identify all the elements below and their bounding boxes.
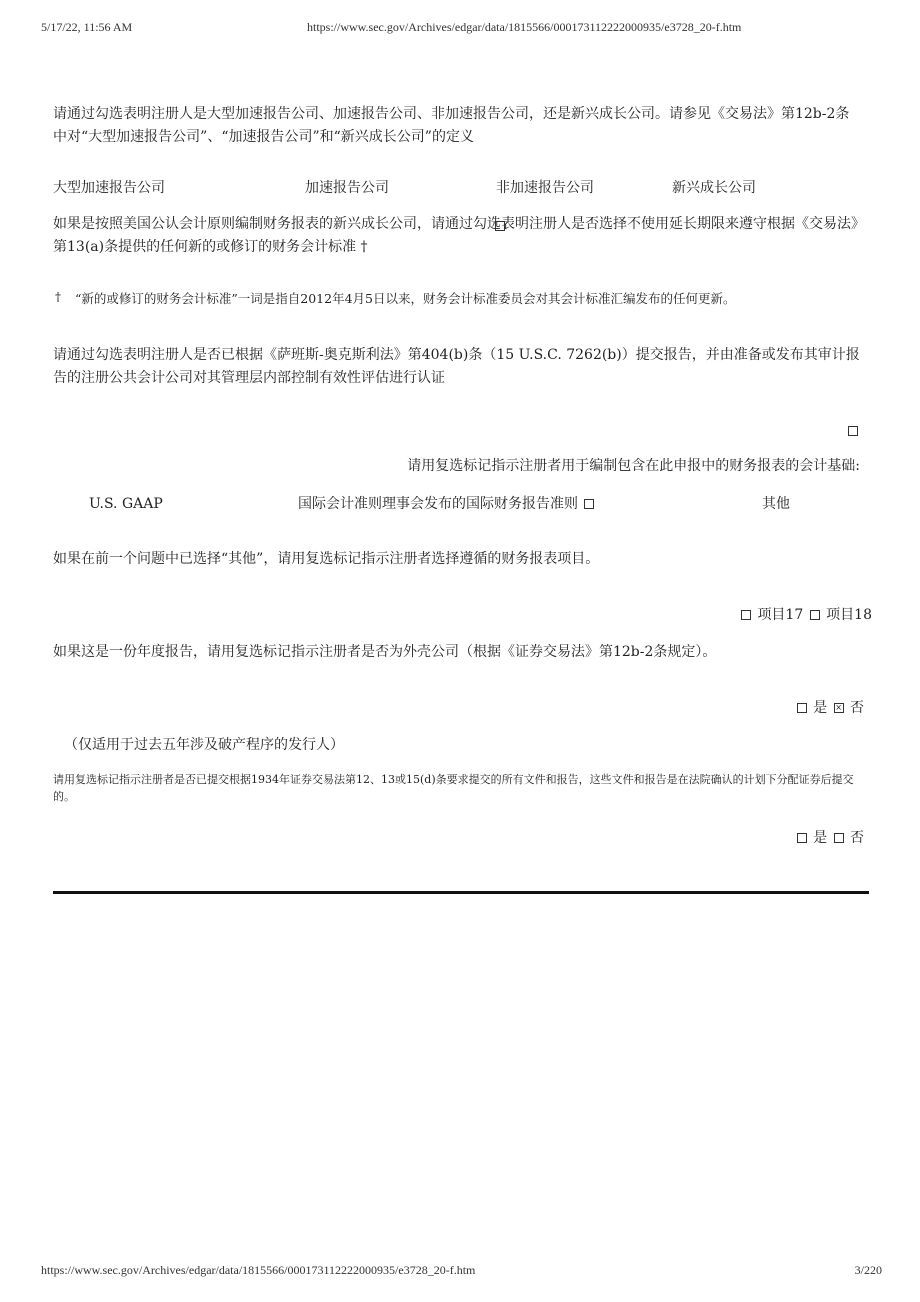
accounting-basis-question: 请用复选标记指示注册者用于编制包含在此申报中的财务报表的会计基础: [407, 458, 860, 474]
bankruptcy-answer-row [795, 827, 864, 850]
item17-label: 项目17 [757, 607, 804, 623]
bankruptcy-heading: （仅适用于过去五年涉及破产程序的发行人） [64, 737, 344, 753]
shell-no-label: 否 [850, 700, 864, 716]
other-item-question: 如果在前一个问题中已选择“其他”，请用复选标记指示注册者选择遵循的财务报表项目。 [53, 551, 600, 567]
option-ifrs-label: 国际会计准则理事会发布的国际财务报告准则 [298, 496, 578, 512]
option-non-accelerated-filer: 非加速报告公司 [496, 180, 594, 196]
bankruptcy-question: 请用复选标记指示注册者是否已提交根据1934年证券交易法第12、13或15(d)条要求提交的所有文件和报告，这些文件和报告是在法院确认的计划下分配证券后提交的。 [53, 773, 854, 803]
bankruptcy-no-label: 否 [850, 830, 864, 846]
ifrs-checkbox[interactable] [584, 499, 594, 509]
bankruptcy-yes-label: 是 [813, 830, 828, 846]
bankruptcy-yes-checkbox[interactable] [797, 833, 807, 843]
option-accelerated-filer: 加速报告公司 [305, 180, 389, 196]
egc-question: 如果是按照美国公认会计原则编制财务报表的新兴成长公司，请通过勾选表明注册人是否选择不使用延长期限来遵守根据《交易法》第13(a)条提供的任何新的或修订的财务会计标准 † [53, 216, 858, 255]
footer-url[interactable]: https://www.sec.gov/Archives/edgar/data/1815566/000173112222000935/e3728_20-f.htm [41, 1263, 476, 1277]
option-large-accelerated-filer: 大型加速报告公司 [53, 180, 165, 196]
page-number: 3/220 [854, 1263, 882, 1277]
egc-checkbox[interactable] [495, 221, 505, 231]
footnote-mark: † [55, 290, 61, 304]
shell-no-checkbox-checked[interactable]: × [835, 703, 842, 712]
section-divider [53, 891, 869, 894]
option-ifrs [298, 493, 596, 516]
item17-checkbox[interactable] [741, 610, 751, 620]
option-us-gaap: U.S. GAAP [89, 496, 163, 512]
item18-checkbox[interactable] [810, 610, 820, 620]
filer-status-question: 请通过勾选表明注册人是大型加速报告公司、加速报告公司、非加速报告公司，还是新兴成长公司。请参见《交易法》第12b-2条中对“大型加速报告公司”、“加速报告公司”和“新兴成长公司”的定义 [53, 106, 850, 145]
print-datetime: 5/17/22, 11:56 AM [41, 20, 133, 34]
item18-label: 项目18 [826, 607, 872, 623]
shell-yes-label: 是 [813, 700, 828, 716]
option-other-basis: 其他 [762, 496, 790, 512]
option-emerging-growth-company: 新兴成长公司 [672, 180, 756, 196]
shell-answer-row [795, 697, 864, 720]
sox-404b-question: 请通过勾选表明注册人是否已根据《萨班斯-奥克斯利法》第404(b)条（15 U.S.C. 7262(b)）提交报告，并由准备或发布其审计报告的注册公共会计公司对其管理层内部控制有效性评估进行认证 [53, 347, 860, 386]
footnote-text: “新的或修订的财务会计标准”一词是指自2012年4月5日以来，财务会计标准委员会对其会计标准汇编发布的任何更新。 [75, 291, 736, 306]
shell-company-question: 如果这是一份年度报告，请用复选标记指示注册者是否为外壳公司（根据《证券交易法》第12b-2条规定）。 [53, 644, 717, 660]
item-election-row [739, 604, 872, 627]
bankruptcy-no-checkbox[interactable] [834, 833, 844, 843]
sox-checkbox[interactable] [848, 426, 858, 436]
print-url[interactable]: https://www.sec.gov/Archives/edgar/data/1815566/000173112222000935/e3728_20-f.htm [307, 20, 742, 34]
shell-yes-checkbox[interactable] [797, 703, 807, 713]
